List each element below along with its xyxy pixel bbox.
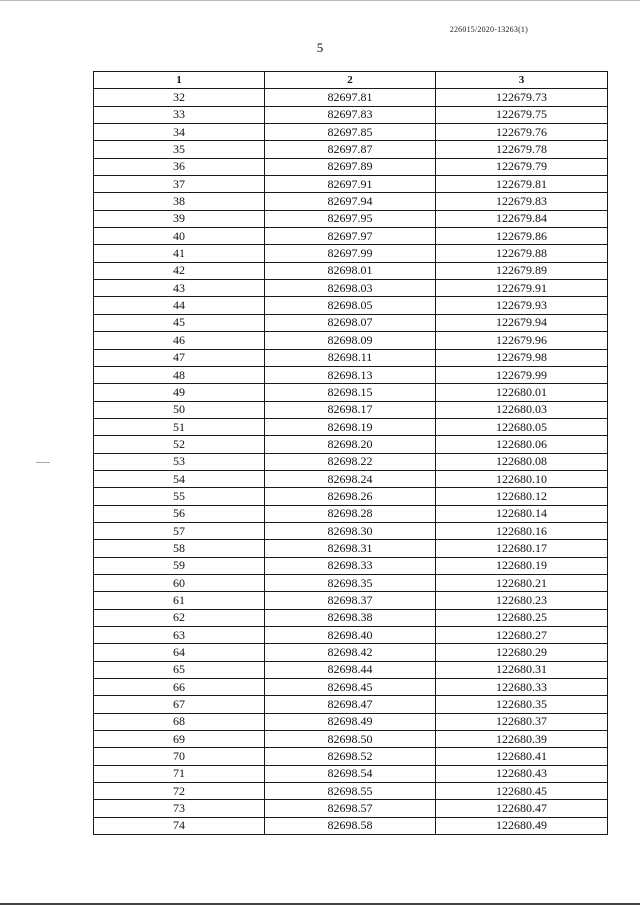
y-coordinate-cell: 122680.49: [436, 817, 608, 834]
x-coordinate-cell: 82698.38: [265, 609, 436, 626]
document-reference: 226015/2020-13263(1): [449, 25, 528, 34]
y-coordinate-cell: 122679.96: [436, 332, 608, 349]
table-row: [94, 280, 608, 297]
point-number-cell: 60: [94, 574, 265, 591]
x-coordinate-cell: 82697.97: [265, 228, 436, 245]
table-row: [94, 297, 608, 314]
point-number-cell: 39: [94, 210, 265, 227]
y-coordinate-cell: 122680.47: [436, 800, 608, 817]
x-coordinate-cell: 82698.35: [265, 574, 436, 591]
y-coordinate-cell: 122680.12: [436, 488, 608, 505]
point-number-cell: 61: [94, 592, 265, 609]
y-coordinate-cell: 122680.41: [436, 748, 608, 765]
table-row: [94, 765, 608, 782]
table-row: [94, 592, 608, 609]
x-coordinate-cell: 82698.40: [265, 627, 436, 644]
y-coordinate-cell: 122679.81: [436, 176, 608, 193]
x-coordinate-cell: 82698.20: [265, 436, 436, 453]
x-coordinate-cell: 82698.54: [265, 765, 436, 782]
point-number-cell: 50: [94, 401, 265, 418]
x-coordinate-cell: 82698.28: [265, 505, 436, 522]
y-coordinate-cell: 122680.08: [436, 453, 608, 470]
y-coordinate-cell: 122679.88: [436, 245, 608, 262]
point-number-cell: 71: [94, 765, 265, 782]
table-row: [94, 644, 608, 661]
x-coordinate-cell: 82698.37: [265, 592, 436, 609]
x-coordinate-cell: 82697.89: [265, 158, 436, 175]
point-number-cell: 32: [94, 89, 265, 106]
y-coordinate-cell: 122680.01: [436, 384, 608, 401]
point-number-cell: 54: [94, 470, 265, 487]
y-coordinate-cell: 122680.16: [436, 522, 608, 539]
point-number-cell: 68: [94, 713, 265, 730]
table-row: [94, 783, 608, 800]
table-row: [94, 314, 608, 331]
table-row: [94, 800, 608, 817]
table-row: [94, 349, 608, 366]
point-number-cell: 63: [94, 627, 265, 644]
x-coordinate-cell: 82698.07: [265, 314, 436, 331]
y-coordinate-cell: 122679.84: [436, 210, 608, 227]
top-scan-edge: [0, 0, 640, 1]
table-row: [94, 158, 608, 175]
point-number-cell: 51: [94, 418, 265, 435]
x-coordinate-cell: 82698.42: [265, 644, 436, 661]
y-coordinate-cell: 122680.10: [436, 470, 608, 487]
x-coordinate-cell: 82698.17: [265, 401, 436, 418]
point-number-cell: 67: [94, 696, 265, 713]
x-coordinate-cell: 82698.31: [265, 540, 436, 557]
coordinates-table: [93, 71, 608, 835]
point-number-cell: 74: [94, 817, 265, 834]
table-row: [94, 436, 608, 453]
point-number-cell: 48: [94, 366, 265, 383]
y-coordinate-cell: 122680.21: [436, 574, 608, 591]
y-coordinate-cell: 122680.33: [436, 679, 608, 696]
point-number-cell: 46: [94, 332, 265, 349]
table-row: [94, 731, 608, 748]
table-header: [94, 72, 608, 89]
table-row: [94, 679, 608, 696]
y-coordinate-cell: 122679.75: [436, 106, 608, 123]
y-coordinate-cell: 122680.03: [436, 401, 608, 418]
table-row: [94, 366, 608, 383]
table-row: [94, 817, 608, 834]
y-coordinate-cell: 122680.06: [436, 436, 608, 453]
x-coordinate-cell: 82698.01: [265, 262, 436, 279]
table-row: [94, 696, 608, 713]
y-coordinate-cell: 122680.05: [436, 418, 608, 435]
point-number-cell: 43: [94, 280, 265, 297]
x-coordinate-cell: 82698.11: [265, 349, 436, 366]
point-number-cell: 72: [94, 783, 265, 800]
point-number-cell: 34: [94, 124, 265, 141]
y-coordinate-cell: 122680.31: [436, 661, 608, 678]
x-coordinate-cell: 82697.95: [265, 210, 436, 227]
table-row: [94, 228, 608, 245]
point-number-cell: 59: [94, 557, 265, 574]
point-number-cell: 42: [94, 262, 265, 279]
point-number-cell: 65: [94, 661, 265, 678]
table-row: [94, 106, 608, 123]
point-number-cell: 40: [94, 228, 265, 245]
x-coordinate-cell: 82698.57: [265, 800, 436, 817]
table-row: [94, 627, 608, 644]
point-number-cell: 62: [94, 609, 265, 626]
point-number-cell: 52: [94, 436, 265, 453]
table-row: [94, 262, 608, 279]
x-coordinate-cell: 82697.91: [265, 176, 436, 193]
point-number-cell: 64: [94, 644, 265, 661]
y-coordinate-cell: 122679.91: [436, 280, 608, 297]
x-coordinate-cell: 82698.05: [265, 297, 436, 314]
point-number-cell: 45: [94, 314, 265, 331]
point-number-cell: 33: [94, 106, 265, 123]
y-coordinate-cell: 122679.73: [436, 89, 608, 106]
y-coordinate-cell: 122680.27: [436, 627, 608, 644]
y-coordinate-cell: 122679.79: [436, 158, 608, 175]
table-row: [94, 384, 608, 401]
point-number-cell: 69: [94, 731, 265, 748]
x-coordinate-cell: 82698.44: [265, 661, 436, 678]
scan-artifact: [36, 462, 50, 463]
x-coordinate-cell: 82698.55: [265, 783, 436, 800]
y-coordinate-cell: 122680.14: [436, 505, 608, 522]
point-number-cell: 37: [94, 176, 265, 193]
table-row: [94, 557, 608, 574]
column-header-1: 1: [94, 72, 265, 89]
table-row: [94, 661, 608, 678]
column-header-2: 2: [265, 72, 436, 89]
table-row: [94, 453, 608, 470]
point-number-cell: 73: [94, 800, 265, 817]
table-row: [94, 609, 608, 626]
point-number-cell: 66: [94, 679, 265, 696]
x-coordinate-cell: 82698.03: [265, 280, 436, 297]
page-number: 5: [316, 40, 324, 55]
point-number-cell: 58: [94, 540, 265, 557]
y-coordinate-cell: 122680.39: [436, 731, 608, 748]
x-coordinate-cell: 82698.24: [265, 470, 436, 487]
point-number-cell: 44: [94, 297, 265, 314]
y-coordinate-cell: 122679.99: [436, 366, 608, 383]
table-body: [94, 89, 608, 835]
x-coordinate-cell: 82697.81: [265, 89, 436, 106]
x-coordinate-cell: 82698.15: [265, 384, 436, 401]
table-row: [94, 522, 608, 539]
x-coordinate-cell: 82698.33: [265, 557, 436, 574]
y-coordinate-cell: 122680.29: [436, 644, 608, 661]
table-row: [94, 488, 608, 505]
x-coordinate-cell: 82698.49: [265, 713, 436, 730]
x-coordinate-cell: 82698.30: [265, 522, 436, 539]
y-coordinate-cell: 122680.43: [436, 765, 608, 782]
table-row: [94, 401, 608, 418]
table-row: [94, 470, 608, 487]
x-coordinate-cell: 82698.22: [265, 453, 436, 470]
y-coordinate-cell: 122679.86: [436, 228, 608, 245]
y-coordinate-cell: 122679.98: [436, 349, 608, 366]
x-coordinate-cell: 82698.47: [265, 696, 436, 713]
column-header-3: 3: [436, 72, 608, 89]
table-row: [94, 176, 608, 193]
table-row: [94, 245, 608, 262]
y-coordinate-cell: 122680.23: [436, 592, 608, 609]
y-coordinate-cell: 122680.25: [436, 609, 608, 626]
x-coordinate-cell: 82698.13: [265, 366, 436, 383]
x-coordinate-cell: 82698.52: [265, 748, 436, 765]
point-number-cell: 36: [94, 158, 265, 175]
point-number-cell: 49: [94, 384, 265, 401]
table-row: [94, 210, 608, 227]
table-row: [94, 713, 608, 730]
y-coordinate-cell: 122680.37: [436, 713, 608, 730]
point-number-cell: 47: [94, 349, 265, 366]
y-coordinate-cell: 122679.83: [436, 193, 608, 210]
point-number-cell: 55: [94, 488, 265, 505]
table-row: [94, 540, 608, 557]
x-coordinate-cell: 82697.87: [265, 141, 436, 158]
table-row: [94, 89, 608, 106]
x-coordinate-cell: 82698.09: [265, 332, 436, 349]
y-coordinate-cell: 122679.76: [436, 124, 608, 141]
y-coordinate-cell: 122679.78: [436, 141, 608, 158]
table-row: [94, 124, 608, 141]
point-number-cell: 41: [94, 245, 265, 262]
x-coordinate-cell: 82697.85: [265, 124, 436, 141]
x-coordinate-cell: 82697.94: [265, 193, 436, 210]
y-coordinate-cell: 122679.94: [436, 314, 608, 331]
y-coordinate-cell: 122680.45: [436, 783, 608, 800]
y-coordinate-cell: 122680.17: [436, 540, 608, 557]
x-coordinate-cell: 82698.19: [265, 418, 436, 435]
point-number-cell: 35: [94, 141, 265, 158]
table-row: [94, 574, 608, 591]
table-header-row: [94, 72, 608, 89]
x-coordinate-cell: 82698.26: [265, 488, 436, 505]
x-coordinate-cell: 82698.45: [265, 679, 436, 696]
table-row: [94, 193, 608, 210]
table-row: [94, 748, 608, 765]
x-coordinate-cell: 82697.83: [265, 106, 436, 123]
table-row: [94, 332, 608, 349]
x-coordinate-cell: 82697.99: [265, 245, 436, 262]
point-number-cell: 57: [94, 522, 265, 539]
table-row: [94, 141, 608, 158]
point-number-cell: 38: [94, 193, 265, 210]
x-coordinate-cell: 82698.58: [265, 817, 436, 834]
point-number-cell: 53: [94, 453, 265, 470]
y-coordinate-cell: 122679.89: [436, 262, 608, 279]
y-coordinate-cell: 122680.35: [436, 696, 608, 713]
point-number-cell: 70: [94, 748, 265, 765]
y-coordinate-cell: 122679.93: [436, 297, 608, 314]
table-row: [94, 505, 608, 522]
point-number-cell: 56: [94, 505, 265, 522]
table-row: [94, 418, 608, 435]
x-coordinate-cell: 82698.50: [265, 731, 436, 748]
y-coordinate-cell: 122680.19: [436, 557, 608, 574]
